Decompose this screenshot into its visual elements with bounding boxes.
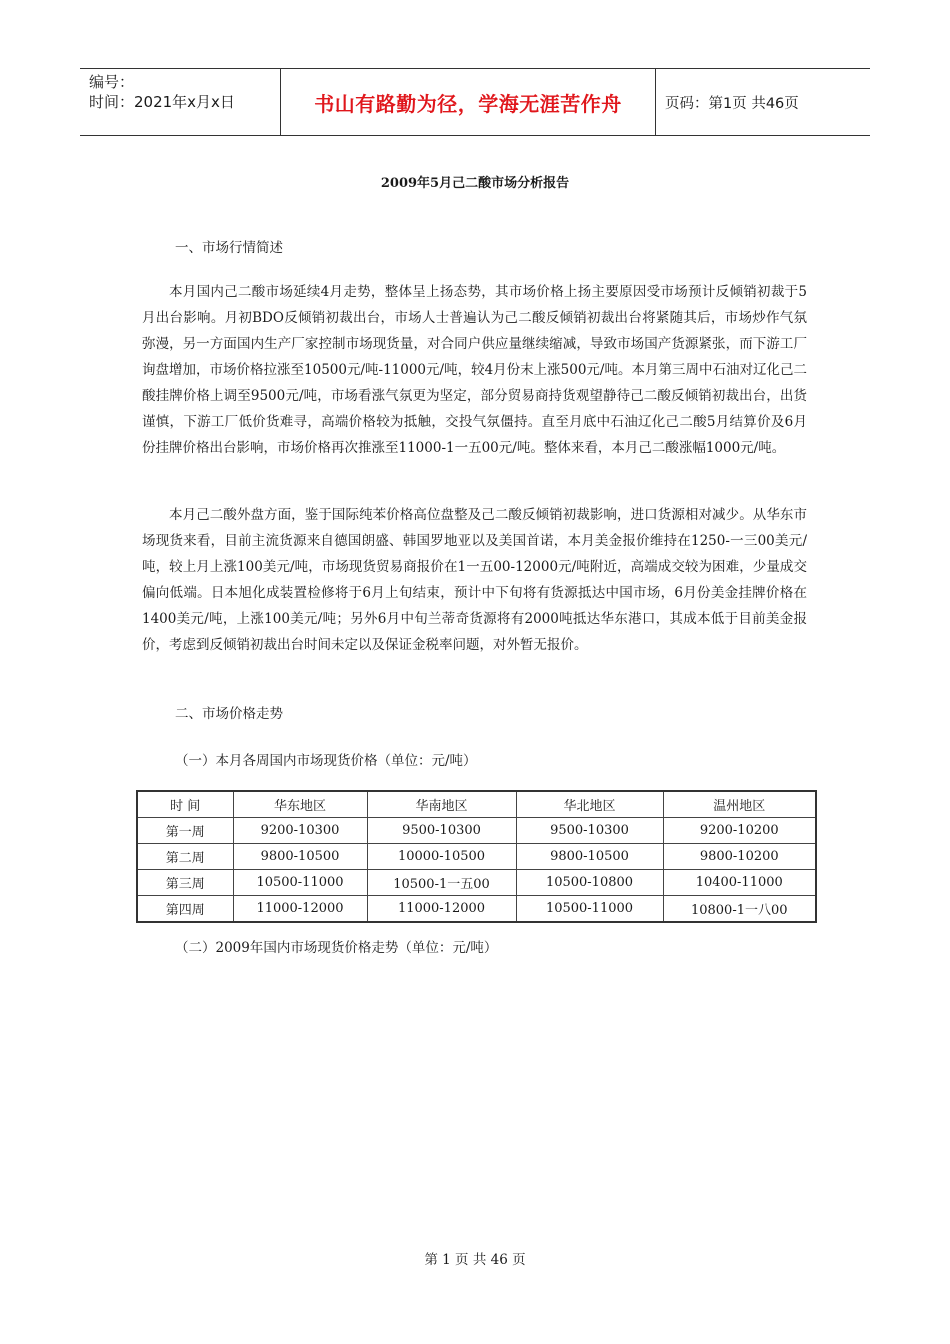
section2-heading: 二、市场价格走势 xyxy=(175,706,283,722)
table-cell: 10500-1一五00 xyxy=(367,870,516,896)
doc-number-label: 编号： xyxy=(89,73,135,91)
table-cell: 10400-11000 xyxy=(663,870,816,896)
table-header-cell: 华南地区 xyxy=(367,791,516,818)
table-row xyxy=(137,844,816,870)
table-cell: 10800-1一八00 xyxy=(663,896,816,923)
page-footer: 第 1 页 共 46 页 xyxy=(424,1252,526,1268)
doc-date-label: 时间：2021年x月x日 xyxy=(89,93,235,111)
subsection-annual-trend: （二）2009年国内市场现货价格走势（单位：元/吨） xyxy=(175,940,498,956)
header-meta xyxy=(80,69,281,135)
table-row xyxy=(137,818,816,844)
table-cell: 9200-10300 xyxy=(233,818,367,844)
table-cell: 10500-11000 xyxy=(516,896,663,923)
table-cell: 11000-12000 xyxy=(367,896,516,923)
table-cell: 10500-10800 xyxy=(516,870,663,896)
weekly-price-table xyxy=(136,790,817,923)
report-title: 2009年5月己二酸市场分析报告 xyxy=(380,176,570,191)
table-cell: 9800-10500 xyxy=(233,844,367,870)
table-cell: 11000-12000 xyxy=(233,896,367,923)
section1-paragraph-2: 本月己二酸外盘方面，鉴于国际纯苯价格高位盘整及己二酸反倾销初裁影响，进口货源相对减少。从华东市场现货来看，目前主流货源来自德国朗盛、韩国罗地亚以及美国首诺，本月美金报价维持在1250-一三00美元/吨，较上月上涨100美元/吨，市场现货贸易商报价在1一五00-12000元/吨附近，高端成交较为困难，少量成交偏向低端。日本旭化成装置检修将于6月上旬结束，预计中下旬将有货源抵达中国市场，6月份美金挂牌价格在1400美元/吨，上涨100美元/吨；另外6月中旬兰蒂奇货源将有2000吨抵达华东港口，其成本低于目前美金报价，考虑到反倾销初裁出台时间未定以及保证金税率问题，对外暂无报价。 xyxy=(142,507,807,653)
table-cell: 9800-10500 xyxy=(516,844,663,870)
page-header xyxy=(80,68,870,136)
table-header-cell: 华东地区 xyxy=(233,791,367,818)
table-cell: 9800-10200 xyxy=(663,844,816,870)
table-header-cell: 温州地区 xyxy=(663,791,816,818)
table-cell: 第一周 xyxy=(137,818,233,844)
table-cell: 9500-10300 xyxy=(516,818,663,844)
table-cell: 9500-10300 xyxy=(367,818,516,844)
table-cell: 10000-10500 xyxy=(367,844,516,870)
table-cell: 第四周 xyxy=(137,896,233,923)
table-row xyxy=(137,870,816,896)
table-header-cell: 华北地区 xyxy=(516,791,663,818)
header-page-code: 页码：第1页 共46页 xyxy=(665,95,799,112)
table-row xyxy=(137,896,816,923)
section1-paragraph-1: 本月国内己二酸市场延续4月走势，整体呈上扬态势，其市场价格上扬主要原因受市场预计反倾销初裁于5月出台影响。月初BDO反倾销初裁出台，市场人士普遍认为己二酸反倾销初裁出台将紧随其后，市场炒作气氛弥漫，另一方面国内生产厂家控制市场现货量，对合同户供应量继续缩减，导致市场国产货源紧张，而下游工厂询盘增加，市场价格拉涨至10500元/吨-11000元/吨，较4月份末上涨500元/吨。本月第三周中石油对辽化己二酸挂牌价格上调至9500元/吨，市场看涨气氛更为坚定，部分贸易商持货观望静待己二酸反倾销初裁出台，出货谨慎，下游工厂低价货难寻，高端价格较为抵触，交投气氛僵持。直至月底中石油辽化己二酸5月结算价及6月份挂牌价格出台影响，市场价格再次推涨至11000-1一五00元/吨。整体来看，本月己二酸涨幅1000元/吨。 xyxy=(142,284,807,456)
table-cell: 9200-10200 xyxy=(663,818,816,844)
table-cell: 第二周 xyxy=(137,844,233,870)
section1-heading: 一、市场行情简述 xyxy=(175,240,283,256)
table-cell: 第三周 xyxy=(137,870,233,896)
table-cell: 10500-11000 xyxy=(233,870,367,896)
table-header-cell: 时 间 xyxy=(137,791,233,818)
subsection-weekly-prices: （一）本月各周国内市场现货价格（单位：元/吨） xyxy=(175,753,477,769)
header-motto: 书山有路勤为径，学海无涯苦作舟 xyxy=(281,69,656,135)
table-header-row xyxy=(137,791,816,818)
